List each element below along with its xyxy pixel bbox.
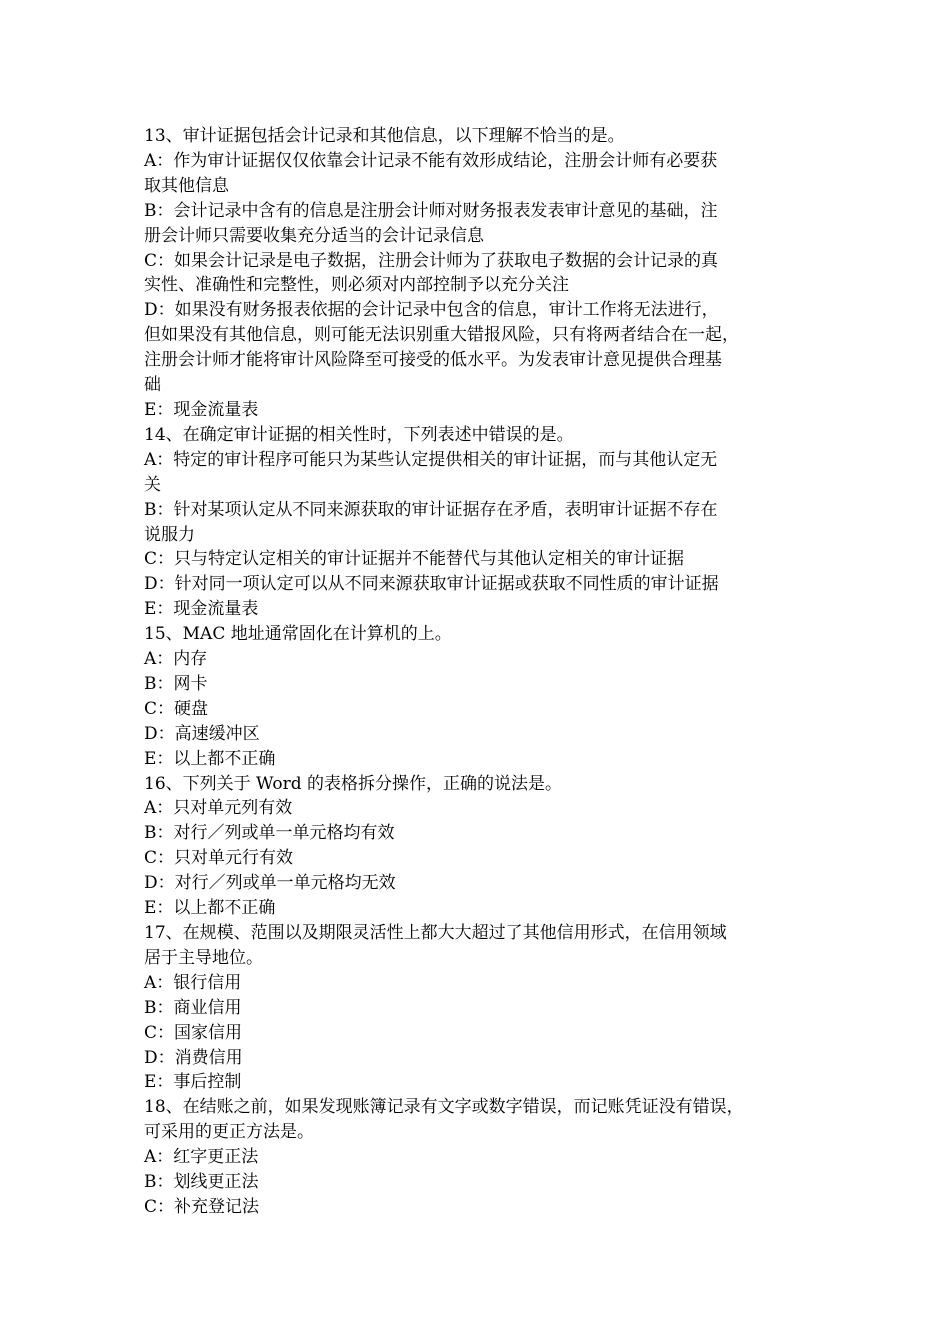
question-13-option-c: C：如果会计记录是电子数据，注册会计师为了获取电子数据的会计记录的真 xyxy=(144,250,719,271)
question-13-option-a: A：作为审计证据仅仅依靠会计记录不能有效形成结论，注册会计师有必要获 xyxy=(144,150,718,171)
question-16-title: 16、下列关于 Word 的表格拆分操作，正确的说法是。 xyxy=(144,773,563,794)
question-18-option-a: A：红字更正法 xyxy=(144,1147,259,1168)
question-15-option-a: A：内存 xyxy=(144,649,208,670)
question-13-option-d-continued: 但如果没有其他信息，则可能无法识别重大错报风险，只有将两者结合在一起， xyxy=(144,325,739,346)
question-14-option-e: E：现金流量表 xyxy=(144,599,259,620)
question-14-option-d: D：针对同一项认定可以从不同来源获取审计证据或获取不同性质的审计证据 xyxy=(144,574,719,595)
document-body xyxy=(144,124,824,1220)
question-13-option-c-continued: 实性、准确性和完整性，则必须对内部控制予以充分关注 xyxy=(144,275,569,296)
question-13-option-b: B：会计记录中含有的信息是注册会计师对财务报表发表审计意见的基础，注 xyxy=(144,200,718,221)
question-16-option-d: D：对行／列或单一单元格均无效 xyxy=(144,873,396,894)
question-16-option-a: A：只对单元列有效 xyxy=(144,798,293,819)
question-13-option-d-continued: 础 xyxy=(144,375,161,396)
question-15-option-e: E：以上都不正确 xyxy=(144,748,276,769)
question-15-title: 15、MAC 地址通常固化在计算机的上。 xyxy=(144,624,452,645)
question-18-option-b: B：划线更正法 xyxy=(144,1172,259,1193)
question-15-option-d: D：高速缓冲区 xyxy=(144,723,260,744)
question-17-title-continued: 居于主导地位。 xyxy=(144,947,263,968)
question-18-option-c: C：补充登记法 xyxy=(144,1196,260,1217)
question-16-option-c: C：只对单元行有效 xyxy=(144,848,294,869)
question-16-option-e: E：以上都不正确 xyxy=(144,898,276,919)
question-13-option-b-continued: 册会计师只需要收集充分适当的会计记录信息 xyxy=(144,225,484,246)
question-17-option-b: B：商业信用 xyxy=(144,997,242,1018)
question-14-option-a-continued: 关 xyxy=(144,474,161,495)
question-17-option-d: D：消费信用 xyxy=(144,1047,243,1068)
question-17-title: 17、在规模、范围以及期限灵活性上都大大超过了其他信用形式，在信用领域 xyxy=(144,923,727,943)
question-14-title: 14、在确定审计证据的相关性时，下列表述中错误的是。 xyxy=(144,424,574,445)
question-18-title-continued: 可采用的更正方法是。 xyxy=(144,1122,314,1143)
question-15-option-b: B：网卡 xyxy=(144,673,208,694)
question-16-option-b: B：对行／列或单一单元格均有效 xyxy=(144,823,395,844)
question-18-title: 18、在结账之前，如果发现账簿记录有文字或数字错误，而记账凭证没有错误， xyxy=(144,1097,744,1118)
question-17-option-c: C：国家信用 xyxy=(144,1022,243,1043)
question-15-option-c: C：硬盘 xyxy=(144,698,209,719)
question-17-option-e: E：事后控制 xyxy=(144,1072,242,1093)
question-14-option-b-continued: 说服力 xyxy=(144,524,195,545)
question-14-option-b: B：针对某项认定从不同来源获取的审计证据存在矛盾，表明审计证据不存在 xyxy=(144,499,718,520)
question-14-option-a: A：特定的审计程序可能只为某些认定提供相关的审计证据，而与其他认定无 xyxy=(144,449,718,470)
question-13-option-d-continued: 注册会计师才能将审计风险降至可接受的低水平。为发表审计意见提供合理基 xyxy=(144,350,722,371)
question-13-title: 13、审计证据包括会计记录和其他信息，以下理解不恰当的是。 xyxy=(144,126,625,146)
question-13-option-d: D：如果没有财务报表依据的会计记录中包含的信息，审计工作将无法进行， xyxy=(144,300,719,321)
question-17-option-a: A：银行信用 xyxy=(144,972,242,993)
question-13-option-e: E：现金流量表 xyxy=(144,399,259,420)
question-13-option-a-continued: 取其他信息 xyxy=(144,175,229,196)
question-14-option-c: C：只与特定认定相关的审计证据并不能替代与其他认定相关的审计证据 xyxy=(144,549,685,570)
